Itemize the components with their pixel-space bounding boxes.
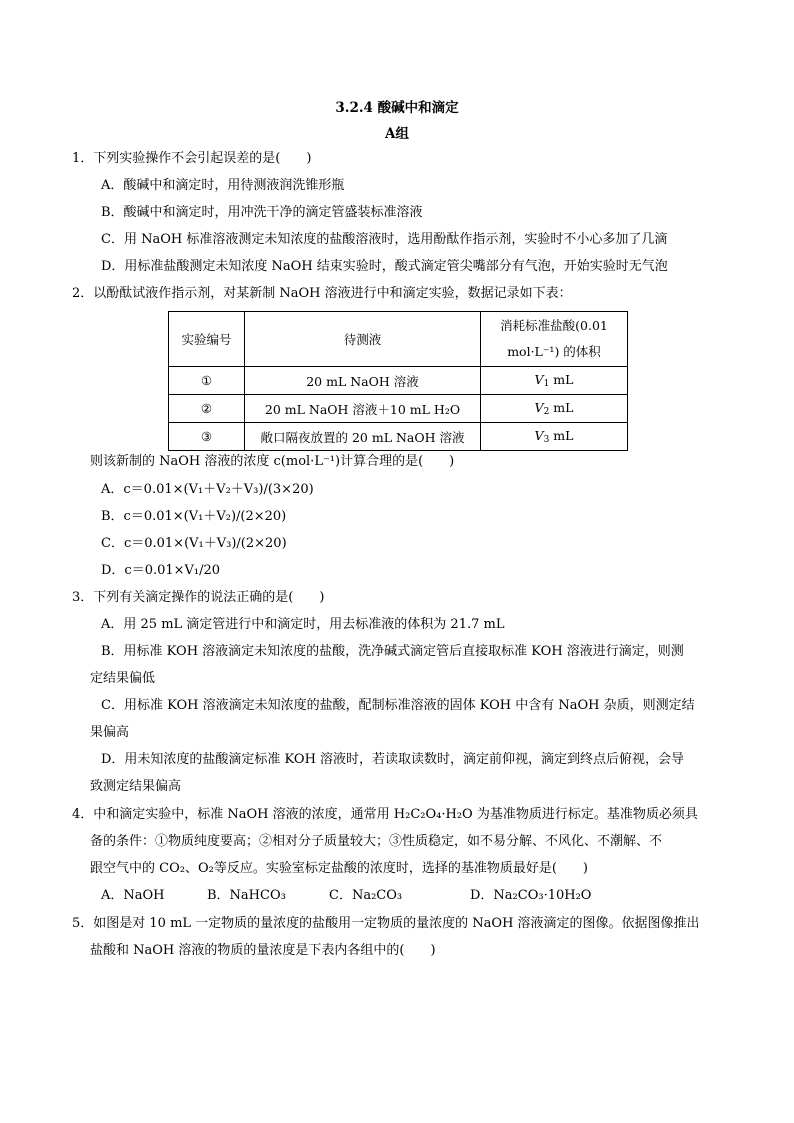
q1-stem: 1．下列实验操作不会引起误差的是( )	[72, 151, 312, 166]
q3-option-a: A．用 25 mL 滴定管进行中和滴定时，用去标准液的体积为 21.7 mL	[101, 617, 505, 632]
q4-stem-line-2: 备的条件：①物质纯度要高；②相对分子质量较大；③性质稳定，如不易分解、不风化、不潮解、不	[90, 834, 663, 849]
q4-option-d: D．Na₂CO₃·10H₂O	[470, 888, 592, 903]
q4-stem-line-3: 跟空气中的 CO₂、O₂等反应。实验室标定盐酸的浓度时，选择的基准物质最好是( )	[90, 861, 588, 876]
table-cell-liquid: 敞口隔夜放置的 20 mL NaOH 溶液	[245, 423, 481, 451]
q1-option-a: A．酸碱中和滴定时，用待测液润洗锥形瓶	[101, 178, 345, 193]
volume-unit: mL	[549, 372, 574, 387]
q3-option-c: C．用标准 KOH 溶液滴定未知浓度的盐酸，配制标准溶液的固体 KOH 中含有 NaOH 杂质，则测定结	[101, 698, 695, 713]
q1-option-d: D．用标准盐酸测定未知浓度 NaOH 结束实验时，酸式滴定管尖嘴部分有气泡，开始实验时无气泡	[101, 259, 668, 274]
table-header-cell: 待测液	[245, 312, 481, 367]
q1-option-b: B．酸碱中和滴定时，用冲洗干净的滴定管盛装标准溶液	[101, 205, 423, 220]
q2-option-b: B．c＝0.01×(V₁＋V₂)/(2×20)	[101, 509, 287, 524]
q2-after: 则该新制的 NaOH 溶液的浓度 c(mol·L⁻¹)计算合理的是( )	[90, 454, 455, 469]
q4-option-b: B．NaHCO₃	[207, 888, 286, 903]
q4-option-a: A．NaOH	[101, 888, 165, 903]
table-header-row	[169, 312, 628, 367]
q2-stem: 2．以酚酞试液作指示剂，对某新制 NaOH 溶液进行中和滴定实验，数据记录如下表：	[72, 286, 572, 301]
table-row	[169, 423, 628, 451]
q3-option-d-cont: 致测定结果偏高	[90, 779, 182, 794]
q1-option-c: C．用 NaOH 标准溶液测定未知浓度的盐酸溶液时，选用酚酞作指示剂，实验时不小心多加了几滴	[101, 232, 668, 247]
volume-subscript: 2	[543, 407, 550, 417]
q2-option-a: A．c＝0.01×(V₁＋V₂＋V₃)/(3×20)	[101, 482, 314, 497]
table-cell-volume	[481, 367, 628, 395]
q5-stem-line-1: 5．如图是对 10 mL 一定物质的量浓度的盐酸用一定物质的量浓度的 NaOH 溶液滴定的图像。依据图像推出	[72, 916, 700, 931]
table-header-line: 消耗标准盐酸(0.01	[500, 318, 608, 333]
q4-stem-line-1: 4．中和滴定实验中，标准 NaOH 溶液的浓度，通常用 H₂C₂O₄·H₂O 为基准物质进行标定。基准物质必须具	[72, 807, 698, 822]
q2-option-c: C．c＝0.01×(V₁＋V₃)/(2×20)	[101, 536, 287, 551]
table-cell-volume	[481, 423, 628, 451]
q3-option-d: D．用未知浓度的盐酸滴定标准 KOH 溶液时，若读取读数时，滴定前仰视，滴定到终点后俯视，会导	[101, 752, 685, 767]
q5-stem-line-2: 盐酸和 NaOH 溶液的物质的量浓度是下表内各组中的( )	[90, 943, 436, 958]
data-table	[168, 311, 628, 451]
volume-symbol: V	[534, 372, 544, 387]
table-row	[169, 395, 628, 423]
q2-option-d: D．c＝0.01×V₁/20	[101, 563, 221, 578]
volume-subscript: 3	[543, 435, 550, 445]
volume-subscript: 1	[543, 379, 550, 389]
q3-stem: 3．下列有关滴定操作的说法正确的是( )	[72, 590, 325, 605]
table-cell-no: ①	[169, 367, 245, 395]
volume-symbol: V	[534, 400, 544, 415]
table-cell-volume	[481, 395, 628, 423]
volume-symbol: V	[534, 428, 544, 443]
table-header-line: mol·L⁻¹) 的体积	[507, 344, 601, 359]
table-cell-liquid: 20 mL NaOH 溶液	[245, 367, 481, 395]
table-cell-no: ②	[169, 395, 245, 423]
section-title: 3.2.4 酸碱中和滴定	[335, 100, 459, 116]
q3-option-b: B．用标准 KOH 溶液滴定未知浓度的盐酸，洗净碱式滴定管后直接取标准 KOH 溶液进行滴定，则测	[101, 644, 684, 659]
group-title: A组	[385, 126, 409, 142]
q4-option-c: C．Na₂CO₃	[329, 888, 403, 903]
table-cell-liquid: 20 mL NaOH 溶液＋10 mL H₂O	[245, 395, 481, 423]
q3-option-c-cont: 果偏高	[90, 725, 130, 740]
volume-unit: mL	[549, 428, 574, 443]
q3-option-b-cont: 定结果偏低	[90, 671, 156, 686]
volume-unit: mL	[549, 400, 574, 415]
table-header-cell: 实验编号	[169, 312, 245, 367]
table-header-cell	[481, 312, 628, 367]
table-row	[169, 367, 628, 395]
table-cell-no: ③	[169, 423, 245, 451]
